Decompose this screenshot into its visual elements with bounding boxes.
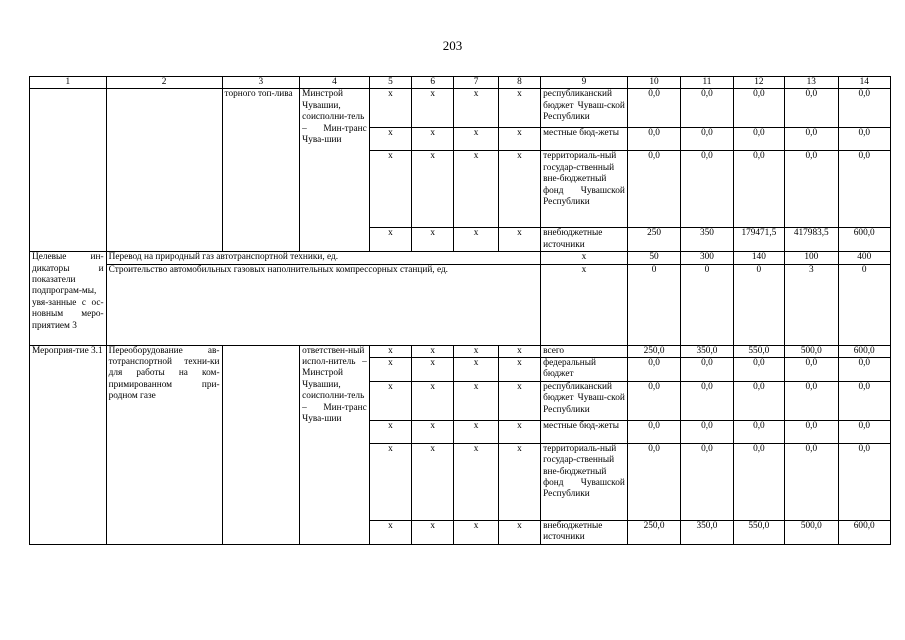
x-mark-cell: x — [412, 345, 454, 357]
column-header: 2 — [106, 77, 222, 89]
value-cell: 0,0 — [681, 358, 733, 382]
x-mark-cell: x — [412, 420, 454, 443]
table-row — [30, 89, 891, 128]
x-mark-cell: x — [412, 520, 454, 544]
x-mark-cell: x — [454, 381, 498, 420]
indicator-row — [30, 252, 891, 264]
column-header: 6 — [412, 77, 454, 89]
event-title: Мероприя-тие 3.1 — [30, 345, 107, 544]
column-header: 8 — [498, 77, 540, 89]
x-mark-cell: x — [498, 358, 540, 382]
value-cell: 50 — [627, 252, 680, 264]
value-cell: 0 — [733, 264, 784, 345]
value-cell: 0 — [838, 264, 891, 345]
value-cell: 0,0 — [733, 89, 784, 128]
funding-source: федеральный бюджет — [541, 358, 628, 382]
value-cell: 600,0 — [838, 345, 891, 357]
x-mark-cell: x — [454, 228, 498, 252]
value-cell: 250,0 — [627, 520, 680, 544]
funding-source: местные бюд-жеты — [541, 128, 628, 151]
x-mark-cell: x — [412, 228, 454, 252]
value-cell: 0,0 — [733, 128, 784, 151]
x-mark-cell: x — [412, 443, 454, 520]
deadline-cell — [222, 345, 300, 544]
deadline-cell: торного топ-лива — [222, 89, 300, 252]
funding-source: республиканский бюджет Чуваш-ской Республики — [541, 381, 628, 420]
x-mark-cell: x — [498, 151, 540, 228]
table-row — [30, 345, 891, 357]
value-cell: 179471,5 — [733, 228, 784, 252]
value-cell: 0,0 — [838, 358, 891, 382]
value-cell: 0,0 — [681, 128, 733, 151]
value-cell: 0,0 — [838, 420, 891, 443]
value-cell: 0 — [627, 264, 680, 345]
program-table — [29, 76, 891, 545]
value-cell: 100 — [785, 252, 838, 264]
x-mark-cell: x — [369, 420, 411, 443]
x-mark-cell: x — [412, 358, 454, 382]
value-cell: 0,0 — [681, 443, 733, 520]
x-mark-cell: x — [369, 520, 411, 544]
column-header: 13 — [785, 77, 838, 89]
x-mark-cell: x — [498, 381, 540, 420]
column-header: 5 — [369, 77, 411, 89]
value-cell: 0,0 — [627, 420, 680, 443]
value-cell: 0,0 — [838, 381, 891, 420]
value-cell: 0,0 — [785, 151, 838, 228]
value-cell: 0,0 — [681, 151, 733, 228]
x-mark-cell: x — [454, 89, 498, 128]
value-cell: 600,0 — [838, 520, 891, 544]
x-mark-cell: x — [369, 89, 411, 128]
event-name-cell: Переоборудование ав-тотранспортной техни-ки для работы на ком-примированном при-родном газе — [106, 345, 222, 544]
value-cell: 350,0 — [681, 345, 733, 357]
executor-cell: ответствен-ный испол-нитель – Минстрой Чувашии, соисполни-тель – Мин-транс Чува-шии — [300, 345, 370, 544]
x-mark-cell: x — [454, 358, 498, 382]
value-cell: 0,0 — [838, 89, 891, 128]
value-cell: 417983,5 — [785, 228, 838, 252]
value-cell: 0,0 — [733, 358, 784, 382]
x-mark-cell: x — [541, 264, 628, 345]
x-mark-cell: x — [454, 520, 498, 544]
value-cell: 0,0 — [627, 151, 680, 228]
funding-source: внебюджетные источники — [541, 228, 628, 252]
event-name-cell — [106, 89, 222, 252]
value-cell: 0,0 — [627, 381, 680, 420]
indicator-text: Перевод на природный газ автотранспортной техники, ед. — [106, 252, 541, 264]
x-mark-cell: x — [541, 252, 628, 264]
value-cell: 3 — [785, 264, 838, 345]
value-cell: 0,0 — [733, 151, 784, 228]
value-cell: 0,0 — [627, 358, 680, 382]
x-mark-cell: x — [369, 151, 411, 228]
x-mark-cell: x — [454, 345, 498, 357]
column-header: 4 — [300, 77, 370, 89]
column-header: 10 — [627, 77, 680, 89]
column-header: 12 — [733, 77, 784, 89]
column-header: 14 — [838, 77, 891, 89]
x-mark-cell: x — [454, 443, 498, 520]
funding-source: территориаль-ный государ-ственный вне-бюджетный фонд Чувашской Республики — [541, 151, 628, 228]
value-cell: 0,0 — [785, 443, 838, 520]
x-mark-cell: x — [369, 345, 411, 357]
value-cell: 500,0 — [785, 345, 838, 357]
column-header: 7 — [454, 77, 498, 89]
funding-source: внебюджетные источники — [541, 520, 628, 544]
value-cell: 0,0 — [733, 443, 784, 520]
value-cell: 600,0 — [838, 228, 891, 252]
x-mark-cell: x — [498, 443, 540, 520]
value-cell: 350,0 — [681, 520, 733, 544]
x-mark-cell: x — [454, 128, 498, 151]
value-cell: 0,0 — [733, 420, 784, 443]
value-cell: 0,0 — [627, 128, 680, 151]
value-cell: 300 — [681, 252, 733, 264]
x-mark-cell: x — [498, 345, 540, 357]
value-cell: 0,0 — [681, 420, 733, 443]
x-mark-cell: x — [369, 128, 411, 151]
column-header: 3 — [222, 77, 300, 89]
x-mark-cell: x — [412, 89, 454, 128]
value-cell: 0,0 — [785, 358, 838, 382]
column-header: 9 — [541, 77, 628, 89]
value-cell: 400 — [838, 252, 891, 264]
x-mark-cell: x — [369, 381, 411, 420]
event-cell — [30, 89, 107, 252]
x-mark-cell: x — [369, 358, 411, 382]
indicators-label: Целевые ин-дикаторы и показатели подпрограм-мы, увя-занные с ос-новным меро-приятием 3 — [30, 252, 107, 345]
x-mark-cell: x — [454, 420, 498, 443]
funding-source: республиканский бюджет Чуваш-ской Республики — [541, 89, 628, 128]
value-cell: 0,0 — [681, 381, 733, 420]
value-cell: 0,0 — [627, 443, 680, 520]
indicator-text: Строительство автомобильных газовых наполнительных компрессорных станций, ед. — [106, 264, 541, 345]
column-header: 1 — [30, 77, 107, 89]
indicator-row — [30, 264, 891, 345]
funding-source: местные бюд-жеты — [541, 420, 628, 443]
value-cell: 250 — [627, 228, 680, 252]
x-mark-cell: x — [412, 151, 454, 228]
value-cell: 0,0 — [838, 151, 891, 228]
funding-source: всего — [541, 345, 628, 357]
x-mark-cell: x — [498, 89, 540, 128]
value-cell: 0,0 — [838, 128, 891, 151]
x-mark-cell: x — [412, 381, 454, 420]
value-cell: 0 — [681, 264, 733, 345]
header-row — [30, 77, 891, 89]
funding-source: территориаль-ный государ-ственный вне-бюджетный фонд Чувашской Республики — [541, 443, 628, 520]
x-mark-cell: x — [369, 443, 411, 520]
value-cell: 0,0 — [785, 89, 838, 128]
value-cell: 250,0 — [627, 345, 680, 357]
x-mark-cell: x — [454, 151, 498, 228]
value-cell: 0,0 — [627, 89, 680, 128]
x-mark-cell: x — [498, 128, 540, 151]
value-cell: 550,0 — [733, 520, 784, 544]
executor-cell: Минстрой Чувашии, соисполни-тель – Мин-транс Чува-шии — [300, 89, 370, 252]
value-cell: 0,0 — [785, 128, 838, 151]
value-cell: 0,0 — [785, 420, 838, 443]
value-cell: 350 — [681, 228, 733, 252]
x-mark-cell: x — [498, 420, 540, 443]
x-mark-cell: x — [369, 228, 411, 252]
value-cell: 0,0 — [838, 443, 891, 520]
x-mark-cell: x — [412, 128, 454, 151]
x-mark-cell: x — [498, 228, 540, 252]
x-mark-cell: x — [498, 520, 540, 544]
value-cell: 550,0 — [733, 345, 784, 357]
value-cell: 140 — [733, 252, 784, 264]
value-cell: 0,0 — [785, 381, 838, 420]
column-header: 11 — [681, 77, 733, 89]
page-number: 203 — [442, 38, 463, 53]
value-cell: 500,0 — [785, 520, 838, 544]
value-cell: 0,0 — [733, 381, 784, 420]
value-cell: 0,0 — [681, 89, 733, 128]
